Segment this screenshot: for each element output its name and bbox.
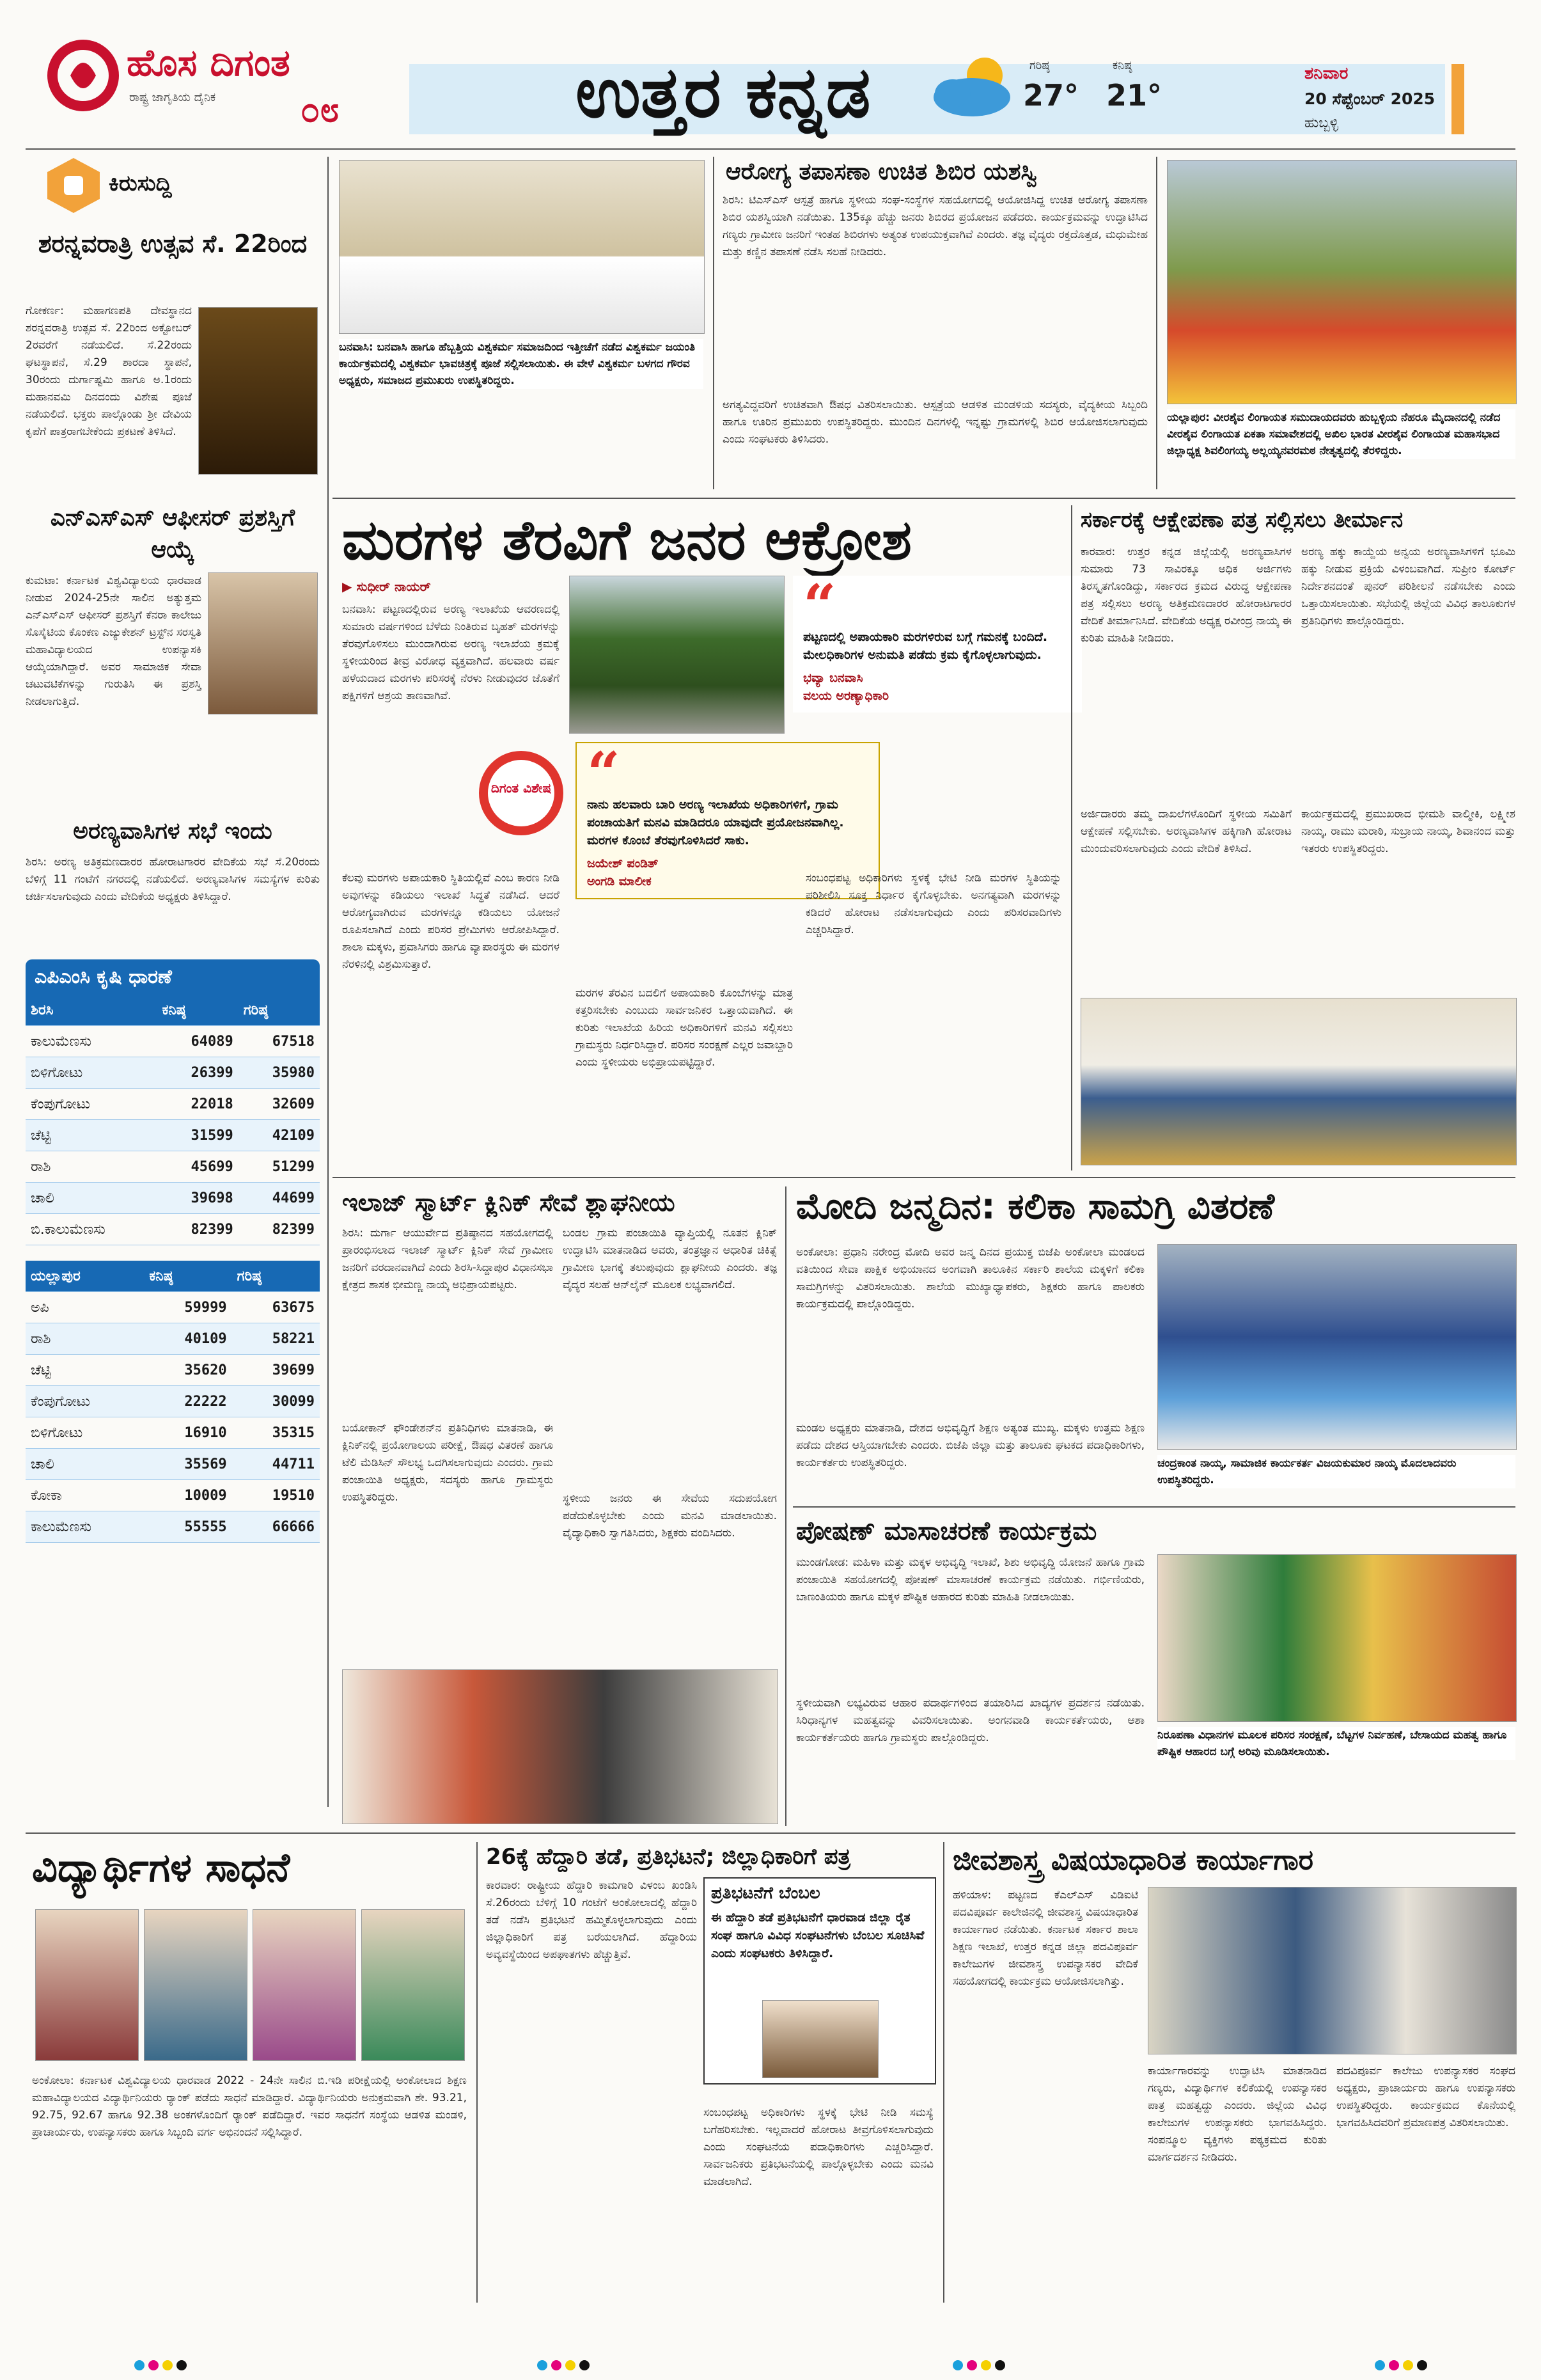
registration-dot (579, 2360, 590, 2370)
student-photo (361, 1909, 465, 2061)
clinic-photo (342, 1669, 778, 1824)
market-commodity: ಚಾಲಿ (26, 1183, 157, 1214)
poshan-top-divider (793, 1506, 1515, 1508)
modi-body-2: ಮಂಡಲ ಅಧ್ಯಕ್ಷರು ಮಾತನಾಡಿ, ದೇಶದ ಅಭಿವೃದ್ಧಿಗೆ ಶಿಕ್ಷಣ ಅತ್ಯಂತ ಮುಖ್ಯ. ಮಕ್ಕಳು ಉತ್ತಮ ಶಿಕ್ಷಣ ಪಡೆದು ದೇಶದ ಆಸ್ತಿಯಾಗಬೇಕು ಎಂದರು. ಬಿಜೆಪಿ ಜಿಲ್ಲಾ ಮತ್ತು ತಾಲೂಕು ಘಟಕದ ಪದಾಧಿಕಾರಿಗಳು, ಕಾರ್ಯಕರ್ತರು ಉಪಸ್ಥಿತರಿದ್ದರು. (796, 1422, 1145, 1469)
kirusuddi-item3-text: ಶಿರಸಿ: ಅರಣ್ಯ ಅತಿಕ್ರಮಣದಾರರ ಹೋರಾಟಗಾರರ ವೇದಿಕೆಯ ಸಭೆ ಸೆ.20ರಂದು ಬೆಳಿಗ್ಗೆ 11 ಗಂಟೆಗೆ ನಗರದಲ್ಲಿ ನಡೆಯಲಿದೆ. ಅರಣ್ಯವಾಸಿಗಳ ಸಮಸ್ಯೆಗಳ ಕುರಿತು ಚರ್ಚಿಸಲಾಗುವುದು ಎಂದು ವೇದಿಕೆಯ ಅಧ್ಯಕ್ಷರು ತಿಳಿಸಿದ್ದಾರೆ. (26, 856, 320, 903)
registration-marks (134, 2360, 191, 2373)
market-min-price: 10009 (144, 1480, 231, 1511)
registration-dot (537, 2360, 547, 2370)
registration-marks (953, 2360, 1009, 2373)
protest-box-text: ಈ ಹೆದ್ದಾರಿ ತಡೆ ಪ್ರತಿಭಟನೆಗೆ ಧಾರವಾಡ ಜಿಲ್ಲಾ ರೈತ ಸಂಘ ಹಾಗೂ ವಿವಿಧ ಸಂಘಟನೆಗಳು ಬೆಂಬಲ ಸೂಚಿಸಿವೆ ಎಂದು ಸಂಘಟಕರು ತಿಳಿಸಿದ್ದಾರೆ. (711, 1911, 925, 1960)
market-max-price: 35315 (232, 1417, 320, 1449)
market-header-min: ಕನಿಷ್ಠ (144, 1261, 231, 1292)
yellapur-caption: ಯಲ್ಲಾಪುರ: ವೀರಶೈವ ಲಿಂಗಾಯತ ಸಮುದಾಯದವರು ಹುಬ್ಬಳ್ಳಿಯ ನೆಹರೂ ಮೈದಾನದಲ್ಲಿ ನಡೆದ ವೀರಶೈವ ಲಿಂಗಾಯತ ಏಕತಾ ಸಮಾವೇಶದಲ್ಲಿ ಅಖಿಲ ಭಾರತ ವೀರಶೈವ ಲಿಂಗಾಯತ ಮಹಾಸಭಾದ ಜಿಲ್ಲಾಧ್ಯಕ್ಷ ಶಿವಲಿಂಗಯ್ಯ ಅಲ್ಲಯ್ಯನವರಮಠ ನೇತೃತ್ವದಲ್ಲಿ ತೆರಳಿದ್ದರು. (1167, 409, 1515, 459)
top-band-divider (332, 498, 1515, 499)
certificates-headline: ಸರ್ಕಾರಕ್ಕೆ ಆಕ್ಷೇಪಣಾ ಪತ್ರ ಸಲ್ಲಿಸಲು ತೀರ್ಮಾನ (1081, 507, 1404, 533)
market-header-max: ಗರಿಷ್ಠ (232, 1261, 320, 1292)
trees-body-4: ಸಂಬಂಧಪಟ್ಟ ಅಧಿಕಾರಿಗಳು ಸ್ಥಳಕ್ಕೆ ಭೇಟಿ ನೀಡಿ ಮರಗಳ ಸ್ಥಿತಿಯನ್ನು ಪರಿಶೀಲಿಸಿ ಸೂಕ್ತ ನಿರ್ಧಾರ ಕೈಗೊಳ್ಳಬೇಕು. ಅನಗತ್ಯವಾಗಿ ಮರಗಳನ್ನು ಕಡಿದರೆ ಹೋರಾಟ ನಡೆಸಲಾಗುವುದು ಎಂದು ಪರಿಸರವಾದಿಗಳು ಎಚ್ಚರಿಸಿದ್ದಾರೆ. (806, 872, 1061, 936)
brand-name: ಹೊಸ ದಿಗಂತ (127, 41, 290, 84)
quote-2-text: ಪಟ್ಟಣದಲ್ಲಿ ಅಪಾಯಕಾರಿ ಮರಗಳಿರುವ ಬಗ್ಗೆ ಗಮನಕ್ಕೆ ಬಂದಿದೆ. ಮೇಲಧಿಕಾರಿಗಳ ಅನುಮತಿ ಪಡೆದು ಕ್ರಮ ಕೈಗೊಳ್ಳಲಾಗುವುದು. (803, 630, 1048, 662)
market-row (26, 1057, 320, 1089)
registration-dot (981, 2360, 991, 2370)
students-photos (35, 1909, 470, 2063)
certificates-body-4: ಕಾರ್ಯಕ್ರಮದಲ್ಲಿ ಪ್ರಮುಖರಾದ ಭೀಮಶಿ ವಾಲ್ಮೀಕಿ, ಲಕ್ಷ್ಮೀಶ ನಾಯ್ಕ, ರಾಮು ಮರಾಠಿ, ಸುಬ್ರಾಯ ನಾಯ್ಕ, ಶಿವಾನಂದ ಮತ್ತು ಇತರರು ಉಪಸ್ಥಿತರಿದ್ದರು. (1301, 808, 1515, 855)
protest-headline: 26ಕ್ಕೆ ಹೆದ್ದಾರಿ ತಡೆ, ಪ್ರತಿಭಟನೆ; ಜಿಲ್ಲಾಧಿಕಾರಿಗೆ ಪತ್ರ (486, 1844, 851, 1870)
market-header-min: ಕನಿಷ್ಠ (157, 995, 238, 1026)
workshop-body-2: ಕಾರ್ಯಾಗಾರವನ್ನು ಉದ್ಘಾಟಿಸಿ ಮಾತನಾಡಿದ ಗಣ್ಯರು, ವಿದ್ಯಾರ್ಥಿಗಳ ಕಲಿಕೆಯಲ್ಲಿ ಉಪನ್ಯಾಸಕರ ಪಾತ್ರ ಮಹತ್ವದ್ದು ಎಂದರು. ಜಿಲ್ಲೆಯ ವಿವಿಧ ಕಾಲೇಜುಗಳ ಉಪನ್ಯಾಸಕರು ಭಾಗವಹಿಸಿದ್ದರು. ಸಂಪನ್ಮೂಲ ವ್ಯಕ್ತಿಗಳು ಪಠ್ಯಕ್ರಮದ ಕುರಿತು ಮಾರ್ಗದರ್ಶನ ನೀಡಿದರು. (1148, 2065, 1327, 2164)
market-min-price: 16910 (144, 1417, 231, 1449)
quote-2-role: ವಲಯ ಅರಣ್ಯಾಧಿಕಾರಿ (803, 689, 889, 703)
market-commodity: ಕೆಂಪುಗೋಟು (26, 1089, 157, 1120)
quote-1-role: ಅಂಗಡಿ ಮಾಲೀಕ (587, 874, 652, 888)
trees-photo (569, 576, 785, 734)
student-photo (35, 1909, 139, 2061)
clinic-headline: ಇಲಾಜ್ ಸ್ಮಾರ್ಟ್ ಕ್ಲಿನಿಕ್ ಸೇವೆ ಶ್ಲಾಘನೀಯ (342, 1188, 675, 1217)
market-row (26, 1323, 320, 1355)
market-row (26, 1355, 320, 1386)
market-min-price: 26399 (157, 1057, 238, 1089)
trees-body-2: ಕೆಲವು ಮರಗಳು ಅಪಾಯಕಾರಿ ಸ್ಥಿತಿಯಲ್ಲಿವೆ ಎಂಬ ಕಾರಣ ನೀಡಿ ಅವುಗಳನ್ನು ಕಡಿಯಲು ಇಲಾಖೆ ಸಿದ್ಧತೆ ನಡೆಸಿದೆ. ಆದರೆ ಆರೋಗ್ಯವಾಗಿರುವ ಮರಗಳನ್ನೂ ಕಡಿಯಲು ಯೋಜನೆ ರೂಪಿಸಲಾಗಿದೆ ಎಂದು ಪರಿಸರ ಪ್ರೇಮಿಗಳು ಆರೋಪಿಸಿದ್ದಾರೆ. ಶಾಲಾ ಮಕ್ಕಳು, ಪ್ರವಾಸಿಗರು ಹಾಗೂ ವ್ಯಾಪಾರಸ್ಥರು ಈ ಮರಗಳ ನೆರಳಿನಲ್ಲಿ ವಿಶ್ರಮಿಸುತ್ತಾರೆ. (342, 872, 559, 971)
market-max-price: 67518 (239, 1026, 320, 1057)
market-table-yellapur (26, 1261, 320, 1543)
market-commodity: ರಾಶಿ (26, 1151, 157, 1183)
edition-title: ಉತ್ತರ ಕನ್ನಡ (575, 51, 871, 133)
market-min-price: 35569 (144, 1449, 231, 1480)
poshan-caption: ನಿರೂಪಣಾ ವಿಧಾನಗಳ ಮೂಲಕ ಪರಿಸರ ಸಂರಕ್ಷಣೆ, ಬೆಟ್ಟಗಳ ನಿರ್ವಹಣೆ, ಬೇಸಾಯದ ಮಹತ್ವ ಹಾಗೂ ಪೌಷ್ಟಿಕ ಆಹಾರದ ಬಗ್ಗೆ ಅರಿವು ಮೂಡಿಸಲಾಯಿತು. (1157, 1727, 1515, 1760)
quote-2-name: ಭವ್ಯಾ ಬನವಾಸಿ (803, 671, 863, 685)
quote-mark-icon: “ (587, 739, 620, 807)
market-max-price: 19510 (232, 1480, 320, 1511)
max-temp-label: ಗರಿಷ್ಠ (1029, 59, 1050, 72)
registration-dot (134, 2360, 145, 2370)
weather-cloud-icon (927, 51, 1023, 122)
market-max-price: 66666 (232, 1511, 320, 1543)
market-max-price: 30099 (232, 1386, 320, 1417)
registration-dot (953, 2360, 963, 2370)
workshop-body-3: ಪದವಿಪೂರ್ವ ಕಾಲೇಜು ಉಪನ್ಯಾಸಕರ ಸಂಘದ ಅಧ್ಯಕ್ಷರು, ಪ್ರಾಚಾರ್ಯರು ಹಾಗೂ ಉಪನ್ಯಾಸಕರು ಉಪಸ್ಥಿತರಿದ್ದರು. ಕಾರ್ಯಕ್ರಮದ ಕೊನೆಯಲ್ಲಿ ಭಾಗವಹಿಸಿದವರಿಗೆ ಪ್ರಮಾಣಪತ್ರ ವಿತರಿಸಲಾಯಿತು. (1336, 2065, 1515, 2129)
market-commodity: ಚಾಲಿ (26, 1449, 144, 1480)
health-camp-body-2: ಅಗತ್ಯವಿದ್ದವರಿಗೆ ಉಚಿತವಾಗಿ ಔಷಧ ವಿತರಿಸಲಾಯಿತು. ಆಸ್ಪತ್ರೆಯ ಆಡಳಿತ ಮಂಡಳಿಯ ಸದಸ್ಯರು, ವೈದ್ಯಕೀಯ ಸಿಬ್ಬಂದಿ ಹಾಗೂ ಊರಿನ ಪ್ರಮುಖರು ಉಪಸ್ಥಿತರಿದ್ದರು. ಮುಂದಿನ ದಿನಗಳಲ್ಲಿ ಇನ್ನಷ್ಟು ಗ್ರಾಮಗಳಲ್ಲಿ ಶಿಬಿರ ಆಯೋಜಿಸಲಾಗುವುದು ಎಂದು ಸಂಘಟಕರು ತಿಳಿಸಿದರು. (723, 398, 1148, 446)
student-photo (253, 1909, 356, 2061)
banavasi-caption: ಬನವಾಸಿ: ಬನವಾಸಿ ಹಾಗೂ ಹೆಬ್ಬತ್ತಿಯ ವಿಶ್ವಕರ್ಮ ಸಮಾಜದಿಂದ ಇತ್ತೀಚೆಗೆ ನಡೆದ ವಿಶ್ವಕರ್ಮ ಜಯಂತಿ ಕಾರ್ಯಕ್ರಮದಲ್ಲಿ ವಿಶ್ವಕರ್ಮ ಭಾವಚಿತ್ರಕ್ಕೆ ಪೂಜೆ ಸಲ್ಲಿಸಲಾಯಿತು. ಈ ವೇಳೆ ವಿಶ್ವಕರ್ಮ ಬಳಗದ ಗೌರವ ಅಧ್ಯಕ್ಷರು, ಸಮಾಜದ ಪ್ರಮುಖರು ಉಪಸ್ಥಿತರಿದ್ದರು. (339, 339, 703, 389)
market-min-price: 22018 (157, 1089, 238, 1120)
market-row (26, 1214, 320, 1245)
registration-dot (148, 2360, 159, 2370)
market-commodity: ಬಿ.ಕಾಲುಮೆಣಸು (26, 1214, 157, 1245)
market-row (26, 1183, 320, 1214)
banavasi-photo (339, 160, 705, 334)
trees-body-3: ಮರಗಳ ತೆರವಿನ ಬದಲಿಗೆ ಅಪಾಯಕಾರಿ ಕೊಂಬೆಗಳನ್ನು ಮಾತ್ರ ಕತ್ತರಿಸಬೇಕು ಎಂಬುದು ಸಾರ್ವಜನಿಕರ ಒತ್ತಾಯವಾಗಿದೆ. ಈ ಕುರಿತು ಇಲಾಖೆಯ ಹಿರಿಯ ಅಧಿಕಾರಿಗಳಿಗೆ ಮನವಿ ಸಲ್ಲಿಸಲು ಗ್ರಾಮಸ್ಥರು ನಿರ್ಧರಿಸಿದ್ದಾರೆ. ಪರಿಸರ ಸಂರಕ್ಷಣೆ ಎಲ್ಲರ ಜವಾಬ್ದಾರಿ ಎಂದು ಸ್ಥಳೀಯರು ಅಭಿಪ್ರಾಯಪಟ್ಟಿದ್ದಾರೆ. (575, 987, 793, 1069)
registration-dot (1375, 2360, 1385, 2370)
market-max-price: 44699 (239, 1183, 320, 1214)
min-temp: 21° (1106, 78, 1162, 113)
market-commodity: ಕಾಲುಮೆಣಸು (26, 1511, 144, 1543)
protest-left-divider (476, 1842, 478, 2303)
market-min-price: 59999 (144, 1292, 231, 1323)
market-header-row (26, 1261, 320, 1292)
modi-body-1: ಅಂಕೋಲಾ: ಪ್ರಧಾನಿ ನರೇಂದ್ರ ಮೋದಿ ಅವರ ಜನ್ಮ ದಿನದ ಪ್ರಯುಕ್ತ ಬಿಜೆಪಿ ಅಂಕೋಲಾ ಮಂಡಲದ ವತಿಯಿಂದ ಸೇವಾ ಪಾಕ್ಷಿಕ ಅಭಿಯಾನದ ಅಂಗವಾಗಿ ತಾಲೂಕಿನ ಸರ್ಕಾರಿ ಶಾಲೆಯ ಮಕ್ಕಳಿಗೆ ಕಲಿಕಾ ಸಾಮಗ್ರಿಗಳನ್ನು ವಿತರಿಸಲಾಯಿತು. ಶಾಲೆಯ ಮುಖ್ಯಾಧ್ಯಾಪಕರು, ಶಿಕ್ಷಕರು ಹಾಗೂ ಪಾಲಕರು ಕಾರ್ಯಕ್ರಮದಲ್ಲಿ ಪಾಲ್ಗೊಂಡಿದ್ದರು. (796, 1246, 1145, 1311)
modi-headline: ಮೋದಿ ಜನ್ಮದಿನ: ಕಲಿಕಾ ಸಾಮಗ್ರಿ ವಿತರಣೆ (796, 1186, 1275, 1227)
brand-tagline: ರಾಷ್ಟ್ರ ಜಾಗೃತಿಯ ದೈನಿಕ (129, 91, 216, 104)
poshan-headline: ಪೋಷಣ್ ಮಾಸಾಚರಣೆ ಕಾರ್ಯಕ್ರಮ (796, 1517, 1097, 1546)
protest-body-2: ಸಂಬಂಧಪಟ್ಟ ಅಧಿಕಾರಿಗಳು ಸ್ಥಳಕ್ಕೆ ಭೇಟಿ ನೀಡಿ ಸಮಸ್ಯೆ ಬಗೆಹರಿಸಬೇಕು. ಇಲ್ಲವಾದರೆ ಹೋರಾಟ ತೀವ್ರಗೊಳಿಸಲಾಗುವುದು ಎಂದು ಸಂಘಟನೆಯ ಪದಾಧಿಕಾರಿಗಳು ಎಚ್ಚರಿಸಿದ್ದಾರೆ. ಸಾರ್ವಜನಿಕರು ಪ್ರತಿಭಟನೆಯಲ್ಲಿ ಪಾಲ್ಗೊಳ್ಳಬೇಕು ಎಂದು ಮನವಿ ಮಾಡಲಾಗಿದೆ. (703, 2106, 934, 2188)
certificates-body-1: ಕಾರವಾರ: ಉತ್ತರ ಕನ್ನಡ ಜಿಲ್ಲೆಯಲ್ಲಿ ಅರಣ್ಯವಾಸಿಗಳ ಸುಮಾರು 73 ಸಾವಿರಕ್ಕೂ ಅಧಿಕ ಅರ್ಜಿಗಳು ತಿರಸ್ಕೃತಗೊಂಡಿದ್ದು, ಸರ್ಕಾರದ ಕ್ರಮದ ವಿರುದ್ಧ ಆಕ್ಷೇಪಣಾ ಪತ್ರ ಸಲ್ಲಿಸಲು ಅರಣ್ಯ ಅತಿಕ್ರಮಣದಾರರ ಹೋರಾಟಗಾರರ ವೇದಿಕೆ ತೀರ್ಮಾನಿಸಿದೆ. ವೇದಿಕೆಯ ಅಧ್ಯಕ್ಷ ರವೀಂದ್ರ ನಾಯ್ಕ ಈ ಕುರಿತು ಮಾಹಿತಿ ನೀಡಿದರು. (1081, 546, 1292, 645)
issue-day: ಶನಿವಾರ (1304, 64, 1349, 83)
market-header-place: ಶಿರಸಿ (26, 995, 157, 1026)
market-header-place: ಯಲ್ಲಾಪುರ (26, 1261, 144, 1292)
modi-caption: ಚಂದ್ರಕಾಂತ ನಾಯ್ಕ, ಸಾಮಾಜಿಕ ಕಾರ್ಯಕರ್ತ ವಿಜಯಕುಮಾರ ನಾಯ್ಕ ಮೊದಲಾದವರು ಉಪಸ್ಥಿತರಿದ್ದರು. (1157, 1455, 1515, 1488)
market-min-price: 22222 (144, 1386, 231, 1417)
market-max-price: 32609 (239, 1089, 320, 1120)
yellapur-photo (1167, 160, 1517, 404)
certificates-left-divider (1071, 505, 1072, 1170)
protest-leader-photo (762, 2000, 879, 2078)
poshan-body-2: ಸ್ಥಳೀಯವಾಗಿ ಲಭ್ಯವಿರುವ ಆಹಾರ ಪದಾರ್ಥಗಳಿಂದ ತಯಾರಿಸಿದ ಖಾದ್ಯಗಳ ಪ್ರದರ್ಶನ ನಡೆಯಿತು. ಸಿರಿಧಾನ್ಯಗಳ ಮಹತ್ವವನ್ನು ವಿವರಿಸಲಾಯಿತು. ಅಂಗನವಾಡಿ ಕಾರ್ಯಕರ್ತೆಯರು, ಆಶಾ ಕಾರ್ಯಕರ್ತೆಯರು ಹಾಗೂ ಗ್ರಾಮಸ್ಥರು ಪಾಲ್ಗೊಂಡಿದ್ದರು. (796, 1697, 1145, 1744)
kirusuddi-item3-title: ಅರಣ್ಯವಾಸಿಗಳ ಸಭೆ ಇಂದು (73, 818, 272, 844)
market-commodity: ಚೆಟ್ಟಿ (26, 1120, 157, 1151)
market-min-price: 39698 (157, 1183, 238, 1214)
market-commodity: ಚೆಟ್ಟಿ (26, 1355, 144, 1386)
trees-quote-2 (793, 572, 1082, 713)
quote-1-text: ನಾನು ಹಲವಾರು ಬಾರಿ ಅರಣ್ಯ ಇಲಾಖೆಯ ಅಧಿಕಾರಿಗಳಿಗೆ, ಗ್ರಾಮ ಪಂಚಾಯತಿಗೆ ಮನವಿ ಮಾಡಿದರೂ ಯಾವುದೇ ಪ್ರಯೋಜನವಾಗಿಲ್ಲ. ಮರಗಳ ಕೊಂಬೆ ತೆರವುಗೊಳಿಸಿದರೆ ಸಾಕು. (587, 798, 844, 847)
registration-dot (1389, 2360, 1399, 2370)
issue-city: ಹುಬ್ಬಳ್ಳಿ (1304, 115, 1339, 131)
protest-box-title: ಪ್ರತಿಭಟನೆಗೆ ಬೆಂಬಲ (711, 1884, 820, 1903)
market-max-price: 39699 (232, 1355, 320, 1386)
certificates-body-3: ಅರ್ಜಿದಾರರು ತಮ್ಮ ದಾಖಲೆಗಳೊಂದಿಗೆ ಸ್ಥಳೀಯ ಸಮಿತಿಗೆ ಆಕ್ಷೇಪಣೆ ಸಲ್ಲಿಸಬೇಕು. ಅರಣ್ಯವಾಸಿಗಳ ಹಕ್ಕಿಗಾಗಿ ಹೋರಾಟ ಮುಂದುವರಿಸಲಾಗುವುದು ಎಂದು ವೇದಿಕೆ ತಿಳಿಸಿದೆ. (1081, 808, 1292, 855)
kirusuddi-item2-title: ಎನ್‌ಎಸ್‌ಎಸ್ ಆಫೀಸರ್ ಪ್ರಶಸ್ತಿಗೆ ಆಯ್ಕೆ (50, 505, 295, 563)
market-min-price: 64089 (157, 1026, 238, 1057)
registration-dot (565, 2360, 575, 2370)
yellapur-left-divider (1156, 157, 1157, 489)
kirusuddi-badge (45, 157, 192, 214)
workshop-left-divider (943, 1842, 944, 2303)
max-temp: 27° (1023, 78, 1079, 113)
market-table-sirsi (26, 995, 320, 1245)
market-header-max: ಗರಿಷ್ಠ (239, 995, 320, 1026)
health-left-divider (713, 157, 714, 489)
min-temp-label: ಕನಿಷ್ಠ (1113, 59, 1132, 72)
left-column-divider (327, 157, 329, 1807)
brand-block (45, 37, 403, 133)
market-row (26, 1417, 320, 1449)
kirusuddi-item1-title: ಶರನ್ನವರಾತ್ರಿ ಉತ್ಸವ ಸೆ. 22ರಿಂದ (38, 230, 308, 258)
trees-body-1: ಬನವಾಸಿ: ಪಟ್ಟಣದಲ್ಲಿರುವ ಅರಣ್ಯ ಇಲಾಖೆಯ ಆವರಣದಲ್ಲಿ ಸುಮಾರು ವರ್ಷಗಳಿಂದ ಬೆಳೆದು ನಿಂತಿರುವ ಬೃಹತ್ ಮರಗಳನ್ನು ತೆರವುಗೊಳಿಸಲು ಮುಂದಾಗಿರುವ ಅರಣ್ಯ ಇಲಾಖೆಯ ಕ್ರಮಕ್ಕೆ ಸ್ಥಳೀಯರಿಂದ ತೀವ್ರ ವಿರೋಧ ವ್ಯಕ್ತವಾಗಿದೆ. ಹಲವಾರು ವರ್ಷ ಹಳೆಯದಾದ ಮರಗಳು ಪರಿಸರಕ್ಕೆ ನೆರಳು ನೀಡುವುದರ ಜೊತೆಗೆ ಪಕ್ಷಿಗಳಿಗೆ ಆಶ್ರಯ ತಾಣವಾಗಿವೆ. (342, 603, 559, 702)
market-max-price: 35980 (239, 1057, 320, 1089)
registration-dot (1403, 2360, 1413, 2370)
market-row (26, 1026, 320, 1057)
masthead-divider (26, 148, 1515, 150)
kirusuddi-hand-icon (45, 157, 102, 214)
masthead (0, 0, 1541, 147)
modi-photo (1157, 1244, 1517, 1450)
trees-byline (342, 579, 431, 594)
clinic-body-4: ಸ್ಥಳೀಯ ಜನರು ಈ ಸೇವೆಯ ಸದುಪಯೋಗ ಪಡೆದುಕೊಳ್ಳಬೇಕು ಎಂದು ಮನವಿ ಮಾಡಲಾಯಿತು. ವೈದ್ಯಾಧಿಕಾರಿ ಸ್ವಾಗತಿಸಿದರು, ಶಿಕ್ಷಕರು ವಂದಿಸಿದರು. (563, 1492, 777, 1540)
quote-mark-icon: “ (803, 572, 836, 640)
market-row (26, 1292, 320, 1323)
issue-date: 20 ಸೆಪ್ಟೆಂಬರ್ 2025 (1304, 90, 1435, 108)
market-commodity: ಅಪಿ (26, 1292, 144, 1323)
market-max-price: 58221 (232, 1323, 320, 1355)
health-camp-headline: ಆರೋಗ್ಯ ತಪಾಸಣಾ ಉಚಿತ ಶಿಬಿರ ಯಶಸ್ವಿ (726, 159, 1038, 185)
workshop-body-1: ಹಳಿಯಾಳ: ಪಟ್ಟಣದ ಕೆಎಲ್‌ಎಸ್ ವಿಡಿಐಟಿ ಪದವಿಪೂರ್ವ ಕಾಲೇಜಿನಲ್ಲಿ ಜೀವಶಾಸ್ತ್ರ ವಿಷಯಾಧಾರಿತ ಕಾರ್ಯಾಗಾರ ನಡೆಯಿತು. ಕರ್ನಾಟಕ ಸರ್ಕಾರ ಶಾಲಾ ಶಿಕ್ಷಣ ಇಲಾಖೆ, ಉತ್ತರ ಕನ್ನಡ ಜಿಲ್ಲಾ ಪದವಿಪೂರ್ವ ಕಾಲೇಜುಗಳ ಜೀವಶಾಸ್ತ್ರ ಉಪನ್ಯಾಸಕರ ವೇದಿಕೆ ಸಹಯೋಗದಲ್ಲಿ ಕಾರ್ಯಕ್ರಮ ಆಯೋಜಿಸಲಾಗಿತ್ತು. (953, 1889, 1138, 1988)
workshop-headline: ಜೀವಶಾಸ್ತ್ರ ವಿಷಯಾಧಾರಿತ ಕಾರ್ಯಾಗಾರ (953, 1844, 1314, 1877)
poshan-body-1: ಮುಂಡಗೋಡ: ಮಹಿಳಾ ಮತ್ತು ಮಕ್ಕಳ ಅಭಿವೃದ್ಧಿ ಇಲಾಖೆ, ಶಿಶು ಅಭಿವೃದ್ಧಿ ಯೋಜನೆ ಹಾಗೂ ಗ್ರಾಮ ಪಂಚಾಯಿತಿ ಸಹಯೋಗದಲ್ಲಿ ಪೋಷಣ್ ಮಾಸಾಚರಣೆ ಕಾರ್ಯಕ್ರಮ ನಡೆಯಿತು. ಗರ್ಭಿಣಿಯರು, ಬಾಣಂತಿಯರು ಹಾಗೂ ಮಕ್ಕಳ ಪೌಷ್ಟಿಕ ಆಹಾರದ ಕುರಿತು ಮಾಹಿತಿ ನೀಡಲಾಯಿತು. (796, 1556, 1145, 1604)
trees-byline-name: ಸುಧೀರ್ ನಾಯರ್ (356, 579, 431, 594)
market-panel (26, 959, 320, 1543)
market-max-price: 82399 (239, 1214, 320, 1245)
registration-marks (537, 2360, 593, 2373)
special-badge-label: ದಿಗಂತ ವಿಶೇಷ (490, 780, 552, 796)
market-row (26, 1089, 320, 1120)
masthead-corner-accent (1451, 64, 1464, 134)
market-row (26, 1511, 320, 1543)
modi-left-divider (785, 1186, 786, 1826)
market-max-price: 51299 (239, 1151, 320, 1183)
market-row (26, 1151, 320, 1183)
protest-box (703, 1877, 936, 2084)
market-row (26, 1120, 320, 1151)
market-min-price: 82399 (157, 1214, 238, 1245)
market-max-price: 63675 (232, 1292, 320, 1323)
market-commodity: ಕಾಲುಮೆಣಸು (26, 1026, 157, 1057)
quote-1-name: ಜಯೇಶ್ ಪಂಡಿತ್ (587, 856, 659, 871)
market-row (26, 1480, 320, 1511)
registration-marks (1375, 2360, 1431, 2373)
market-min-price: 40109 (144, 1323, 231, 1355)
students-body: ಅಂಕೋಲಾ: ಕರ್ನಾಟಕ ವಿಶ್ವವಿದ್ಯಾಲಯ ಧಾರವಾಡ 2022 - 24ನೇ ಸಾಲಿನ ಬಿ.ಇಡಿ ಪರೀಕ್ಷೆಯಲ್ಲಿ ಅಂಕೋಲಾದ ಶಿಕ್ಷಣ ಮಹಾವಿದ್ಯಾಲಯದ ವಿದ್ಯಾರ್ಥಿನಿಯರು ರ‍್ಯಾಂಕ್ ಪಡೆದು ಸಾಧನೆ ಮಾಡಿದ್ದಾರೆ. ವಿದ್ಯಾರ್ಥಿನಿಯರು ಅನುಕ್ರಮವಾಗಿ ಶೇ. 93.21, 92.75, 92.67 ಹಾಗೂ 92.38 ಅಂಕಗಳೊಂದಿಗೆ ರ‍್ಯಾಂಕ್ ಪಡೆದಿದ್ದಾರೆ. ಇವರ ಸಾಧನೆಗೆ ಸಂಸ್ಥೆಯ ಆಡಳಿತ ಮಂಡಳಿ, ಪ್ರಾಚಾರ್ಯರು, ಉಪನ್ಯಾಸಕರು ಹಾಗೂ ಸಿಬ್ಬಂದಿ ವರ್ಗ ಅಭಿನಂದನೆ ಸಲ್ಲಿಸಿದ್ದಾರೆ. (32, 2074, 467, 2139)
registration-dot (176, 2360, 187, 2370)
market-row (26, 1449, 320, 1480)
registration-dot (967, 2360, 977, 2370)
kirusuddi-item1-text: ಗೋಕರ್ಣ: ಮಹಾಗಣಪತಿ ದೇವಸ್ಥಾನದ ಶರನ್ನವರಾತ್ರಿ ಉತ್ಸವ ಸೆ. 22ರಿಂದ ಅಕ್ಟೋಬರ್ 2ರವರೆಗೆ ನಡೆಯಲಿದೆ. ಸೆ.22ರಂದು ಘಟಸ್ಥಾಪನೆ, ಸೆ.29 ಶಾರದಾ ಸ್ಥಾಪನೆ, 30ರಂದು ದುರ್ಗಾಷ್ಟಮಿ ಹಾಗೂ ಅ.1ರಂದು ಮಹಾನವಮಿ ದಿನದಂದು ವಿಶೇಷ ಪೂಜೆ ನಡೆಯಲಿದೆ. ಭಕ್ತರು ಪಾಲ್ಗೊಂಡು ಶ್ರೀ ದೇವಿಯ ಕೃಪೆಗೆ ಪಾತ್ರರಾಗಬೇಕೆಂದು ಪ್ರಕಟಣೆ ತಿಳಿಸಿದೆ. (26, 304, 192, 438)
market-min-price: 55555 (144, 1511, 231, 1543)
certificates-photo (1081, 998, 1517, 1165)
deity-photo (198, 307, 318, 475)
student-photo (144, 1909, 247, 2061)
poshan-photo (1157, 1554, 1517, 1722)
registration-dot (1417, 2360, 1427, 2370)
market-commodity: ಕೋಕಾ (26, 1480, 144, 1511)
byline-pen-icon: ▶ (342, 579, 357, 594)
clinic-body-2: ಬಂಡಲ ಗ್ರಾಮ ಪಂಚಾಯಿತಿ ವ್ಯಾಪ್ತಿಯಲ್ಲಿ ನೂತನ ಕ್ಲಿನಿಕ್ ಉದ್ಘಾಟಿಸಿ ಮಾತನಾಡಿದ ಅವರು, ತಂತ್ರಜ್ಞಾನ ಆಧಾರಿತ ಚಿಕಿತ್ಸೆ ಗ್ರಾಮೀಣ ಭಾಗಕ್ಕೆ ತಲುಪುವುದು ಶ್ಲಾಘನೀಯ ಎಂದರು. ತಜ್ಞ ವೈದ್ಯರ ಸಲಹೆ ಆನ್‌ಲೈನ್ ಮೂಲಕ ಲಭ್ಯವಾಗಲಿದೆ. (563, 1227, 777, 1291)
trees-headline: ಮರಗಳ ತೆರವಿಗೆ ಜನರ ಆಕ್ರೋಶ (342, 508, 912, 572)
market-min-price: 45699 (157, 1151, 238, 1183)
market-row (26, 1386, 320, 1417)
page-number: ೦೮ (301, 90, 340, 130)
bottom-band-divider (26, 1832, 1515, 1834)
market-max-price: 44711 (232, 1449, 320, 1480)
market-max-price: 42109 (239, 1120, 320, 1151)
clinic-body-1: ಶಿರಸಿ: ದುರ್ಗಾ ಆಯುರ್ವೇದ ಪ್ರತಿಷ್ಠಾನದ ಸಹಯೋಗದಲ್ಲಿ ಪ್ರಾರಂಭಿಸಲಾದ ಇಲಾಜ್ ಸ್ಮಾರ್ಟ್ ಕ್ಲಿನಿಕ್ ಸೇವೆ ಗ್ರಾಮೀಣ ಜನರಿಗೆ ವರದಾನವಾಗಿದೆ ಎಂದು ಶಿರಸಿ-ಸಿದ್ದಾಪುರ ವಿಧಾನಸಭಾ ಕ್ಷೇತ್ರದ ಶಾಸಕ ಭೀಮಣ್ಣ ನಾಯ್ಕ ಅಭಿಪ್ರಾಯಪಟ್ಟರು. (342, 1227, 553, 1291)
registration-dot (995, 2360, 1005, 2370)
kirusuddi-column (26, 157, 320, 1769)
clinic-body-3: ಬಯೋಕಾನ್ ಫೌಂಡೇಶನ್‌ನ ಪ್ರತಿನಿಧಿಗಳು ಮಾತನಾಡಿ, ಈ ಕ್ಲಿನಿಕ್‌ನಲ್ಲಿ ಪ್ರಯೋಗಾಲಯ ಪರೀಕ್ಷೆ, ಔಷಧ ವಿತರಣೆ ಹಾಗೂ ಟೆಲಿ ಮೆಡಿಸಿನ್ ಸೌಲಭ್ಯ ಒದಗಿಸಲಾಗುವುದು ಎಂದರು. ಗ್ರಾಮ ಪಂಚಾಯಿತಿ ಅಧ್ಯಕ್ಷರು, ಸದಸ್ಯರು ಹಾಗೂ ಗ್ರಾಮಸ್ಥರು ಉಪಸ್ಥಿತರಿದ್ದರು. (342, 1422, 553, 1504)
protest-body-1: ಕಾರವಾರ: ರಾಷ್ಟ್ರೀಯ ಹೆದ್ದಾರಿ ಕಾಮಗಾರಿ ವಿಳಂಬ ಖಂಡಿಸಿ ಸೆ.26ರಂದು ಬೆಳಿಗ್ಗೆ 10 ಗಂಟೆಗೆ ಅಂಕೋಲಾದಲ್ಲಿ ಹೆದ್ದಾರಿ ತಡೆ ನಡೆಸಿ ಪ್ರತಿಭಟನೆ ಹಮ್ಮಿಕೊಳ್ಳಲಾಗುವುದು ಎಂದು ಜಿಲ್ಲಾಧಿಕಾರಿಗೆ ಪತ್ರ ಬರೆಯಲಾಗಿದೆ. ಹೆದ್ದಾರಿಯ ಅವ್ಯವಸ್ಥೆಯಿಂದ ಅಪಘಾತಗಳು ಹೆಚ್ಚುತ್ತಿವೆ. (486, 1879, 697, 1961)
nss-officer-photo (208, 572, 318, 714)
students-headline: ವಿದ್ಯಾರ್ಥಿಗಳ ಸಾಧನೆ (32, 1844, 290, 1891)
health-camp-body-1: ಶಿರಸಿ: ಟಿಎಸ್‌ಎಸ್ ಆಸ್ಪತ್ರೆ ಹಾಗೂ ಸ್ಥಳೀಯ ಸಂಘ-ಸಂಸ್ಥೆಗಳ ಸಹಯೋಗದಲ್ಲಿ ಆಯೋಜಿಸಿದ್ದ ಉಚಿತ ಆರೋಗ್ಯ ತಪಾಸಣಾ ಶಿಬಿರ ಯಶಸ್ವಿಯಾಗಿ ನಡೆಯಿತು. 135ಕ್ಕೂ ಹೆಚ್ಚು ಜನರು ಶಿಬಿರದ ಪ್ರಯೋಜನ ಪಡೆದರು. ಕಾರ್ಯಕ್ರಮವನ್ನು ಉದ್ಘಾಟಿಸಿದ ಗಣ್ಯರು ಗ್ರಾಮೀಣ ಜನರಿಗೆ ಇಂತಹ ಶಿಬಿರಗಳು ಅತ್ಯಂತ ಉಪಯುಕ್ತವಾಗಿವೆ ಎಂದರು. ತಜ್ಞ ವೈದ್ಯರು ರಕ್ತದೊತ್ತಡ, ಮಧುಮೇಹ ಮತ್ತು ಕಣ್ಣಿನ ತಪಾಸಣೆ ನಡೆಸಿ ಸಲಹೆ ನೀಡಿದರು. (723, 194, 1148, 258)
certificates-body-2: ಅರಣ್ಯ ಹಕ್ಕು ಕಾಯ್ದೆಯ ಅನ್ವಯ ಅರಣ್ಯವಾಸಿಗಳಿಗೆ ಭೂಮಿ ಹಕ್ಕು ನೀಡುವ ಪ್ರಕ್ರಿಯೆ ವಿಳಂಬವಾಗಿದೆ. ಸುಪ್ರೀಂ ಕೋರ್ಟ್ ನಿರ್ದೇಶನದಂತೆ ಪುನರ್ ಪರಿಶೀಲನೆ ನಡೆಸಬೇಕು ಎಂದು ಒತ್ತಾಯಿಸಲಾಯಿತು. ಸಭೆಯಲ್ಲಿ ಜಿಲ್ಲೆಯ ವಿವಿಧ ತಾಲೂಕುಗಳ ಪ್ರತಿನಿಧಿಗಳು ಪಾಲ್ಗೊಂಡಿದ್ದರು. (1301, 546, 1515, 627)
market-min-price: 31599 (157, 1120, 238, 1151)
market-min-price: 35620 (144, 1355, 231, 1386)
workshop-photo (1148, 1887, 1517, 2054)
market-title-bar (26, 959, 320, 995)
kirusuddi-item2-text: ಕುಮಟಾ: ಕರ್ನಾಟಕ ವಿಶ್ವವಿದ್ಯಾಲಯ ಧಾರವಾಡ ನೀಡುವ 2024-25ನೇ ಸಾಲಿನ ಅತ್ಯುತ್ತಮ ಎನ್‌ಎಸ್‌ಎಸ್ ಆಫೀಸರ್ ಪ್ರಶಸ್ತಿಗೆ ಕೆನರಾ ಕಾಲೇಜು ಸೊಸೈಟಿಯ ಕೊಂಕಣ ಎಜ್ಯುಕೇಶನ್ ಟ್ರಸ್ಟ್‌ನ ಸರಸ್ವತಿ ಮಹಾವಿದ್ಯಾಲಯದ ಉಪನ್ಯಾಸಕಿ ಆಯ್ಕೆಯಾಗಿದ್ದಾರೆ. ಅವರ ಸಾಮಾಜಿಕ ಸೇವಾ ಚಟುವಟಿಕೆಗಳನ್ನು ಗುರುತಿಸಿ ಈ ಪ್ರಶಸ್ತಿ ನೀಡಲಾಗುತ್ತಿದೆ. (26, 574, 201, 708)
market-header-row (26, 995, 320, 1026)
registration-dot (162, 2360, 173, 2370)
kirusuddi-label: ಕಿರುಸುದ್ದಿ (109, 171, 172, 196)
market-title: ಎಪಿಎಂಸಿ ಕೃಷಿ ಧಾರಣೆ (35, 966, 172, 988)
brand-logo-icon (45, 37, 121, 114)
market-commodity: ಬಿಳಿಗೋಟು (26, 1057, 157, 1089)
market-commodity: ಕೆಂಪುಗೋಟು (26, 1386, 144, 1417)
market-commodity: ಬಿಳಿಗೋಟು (26, 1417, 144, 1449)
registration-dot (551, 2360, 561, 2370)
middle-band-divider (332, 1177, 1515, 1178)
market-commodity: ರಾಶಿ (26, 1323, 144, 1355)
